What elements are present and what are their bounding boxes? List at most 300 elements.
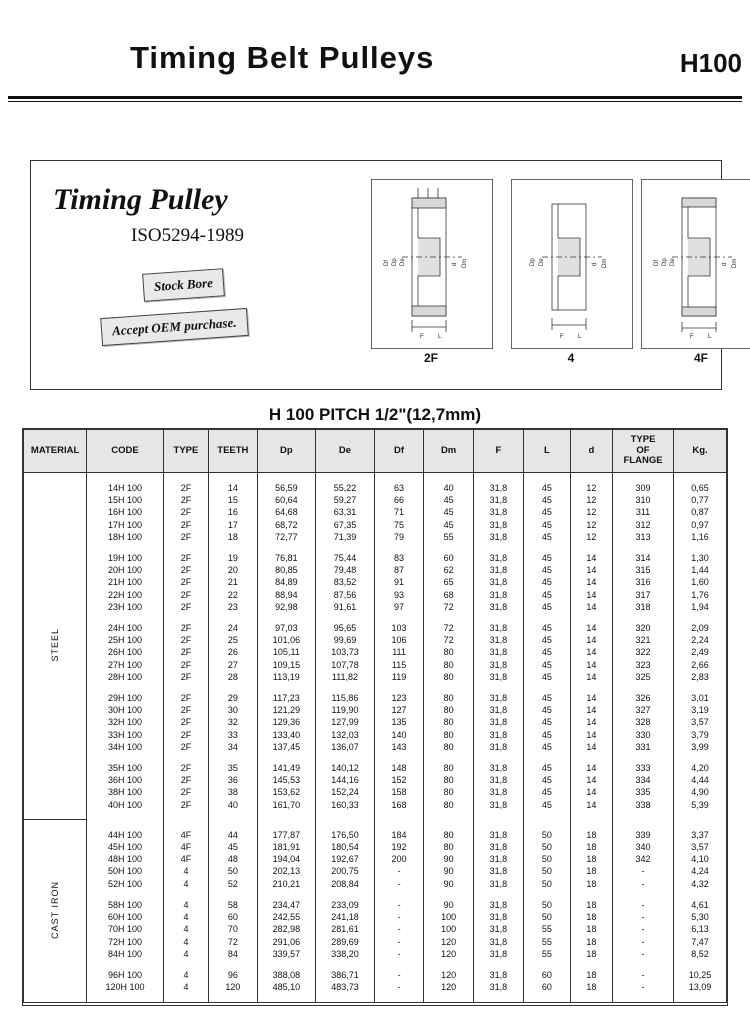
cell-code: 24H 100 bbox=[87, 622, 164, 634]
cell-flange-type: - bbox=[613, 969, 674, 981]
spec-table bbox=[23, 429, 727, 1003]
cell-empty bbox=[570, 753, 612, 762]
cell-f: 31,8 bbox=[473, 634, 523, 646]
cell-de: 99,69 bbox=[316, 634, 375, 646]
cell-dm: 120 bbox=[424, 936, 474, 948]
cell-l: 60 bbox=[524, 969, 571, 981]
cell-l: 45 bbox=[524, 716, 571, 728]
cell-type: 4 bbox=[163, 948, 208, 960]
col-header-dp: Dp bbox=[257, 430, 316, 473]
cell-type: 2F bbox=[163, 716, 208, 728]
cell-empty bbox=[570, 543, 612, 552]
cell-empty bbox=[473, 811, 523, 820]
table-row bbox=[24, 774, 727, 786]
table-spacer-row bbox=[24, 890, 727, 899]
cell-kg: 1,16 bbox=[674, 531, 727, 543]
cell-f: 31,8 bbox=[473, 564, 523, 576]
cell-d: 14 bbox=[570, 692, 612, 704]
svg-text:Dm: Dm bbox=[462, 258, 468, 268]
cell-de: 119,90 bbox=[316, 704, 375, 716]
cell-df: 63 bbox=[374, 482, 424, 494]
pulley-diagram-4 bbox=[511, 179, 633, 349]
cell-flange-type: 313 bbox=[613, 531, 674, 543]
material-cell bbox=[24, 473, 87, 820]
cell-d: 18 bbox=[570, 899, 612, 911]
cell-df: - bbox=[374, 969, 424, 981]
cell-type: 2F bbox=[163, 799, 208, 811]
cell-code: 70H 100 bbox=[87, 923, 164, 935]
cell-empty bbox=[424, 993, 474, 1003]
cell-teeth: 35 bbox=[209, 762, 257, 774]
cell-d: 14 bbox=[570, 622, 612, 634]
material-label: STEEL bbox=[49, 628, 60, 662]
table-row bbox=[24, 729, 727, 741]
cell-dm: 90 bbox=[424, 878, 474, 890]
cell-df: 71 bbox=[374, 506, 424, 518]
table-row bbox=[24, 646, 727, 658]
svg-text:d: d bbox=[592, 262, 598, 266]
cell-empty bbox=[87, 960, 164, 969]
cell-df: 168 bbox=[374, 799, 424, 811]
svg-text:Dp: Dp bbox=[392, 258, 398, 266]
table-row bbox=[24, 923, 727, 935]
cell-d: 18 bbox=[570, 841, 612, 853]
col-header-kg: Kg. bbox=[674, 430, 727, 473]
cell-code: 33H 100 bbox=[87, 729, 164, 741]
cell-code: 25H 100 bbox=[87, 634, 164, 646]
cell-df: 91 bbox=[374, 576, 424, 588]
cell-empty bbox=[424, 683, 474, 692]
cell-df: 148 bbox=[374, 762, 424, 774]
cell-empty bbox=[570, 960, 612, 969]
cell-flange-type: 339 bbox=[613, 829, 674, 841]
cell-dm: 120 bbox=[424, 948, 474, 960]
cell-teeth: 20 bbox=[209, 564, 257, 576]
cell-type: 2F bbox=[163, 786, 208, 798]
cell-dm: 80 bbox=[424, 716, 474, 728]
cell-df: - bbox=[374, 923, 424, 935]
table-row bbox=[24, 853, 727, 865]
cell-empty bbox=[316, 811, 375, 820]
header-row bbox=[24, 430, 727, 473]
cell-df: - bbox=[374, 948, 424, 960]
cell-code: 96H 100 bbox=[87, 969, 164, 981]
cell-f: 31,8 bbox=[473, 981, 523, 993]
cell-dp: 84,89 bbox=[257, 576, 316, 588]
cell-df: 123 bbox=[374, 692, 424, 704]
cell-empty bbox=[424, 820, 474, 829]
cell-f: 31,8 bbox=[473, 716, 523, 728]
cell-flange-type: 342 bbox=[613, 853, 674, 865]
cell-de: 180,54 bbox=[316, 841, 375, 853]
cell-l: 50 bbox=[524, 878, 571, 890]
cell-empty bbox=[163, 820, 208, 829]
cell-code: 22H 100 bbox=[87, 589, 164, 601]
cell-df: 184 bbox=[374, 829, 424, 841]
cell-kg: 4,10 bbox=[674, 853, 727, 865]
col-header-type: TYPE bbox=[163, 430, 208, 473]
cell-dm: 60 bbox=[424, 552, 474, 564]
cell-type: 2F bbox=[163, 494, 208, 506]
cell-code: 26H 100 bbox=[87, 646, 164, 658]
cell-empty bbox=[316, 473, 375, 483]
cell-empty bbox=[209, 811, 257, 820]
cell-empty bbox=[163, 753, 208, 762]
cell-empty bbox=[316, 890, 375, 899]
cell-dp: 56,59 bbox=[257, 482, 316, 494]
cell-empty bbox=[316, 683, 375, 692]
cell-teeth: 15 bbox=[209, 494, 257, 506]
cell-dm: 80 bbox=[424, 692, 474, 704]
cell-df: 79 bbox=[374, 531, 424, 543]
diagram-caption-4f: 4F bbox=[693, 351, 708, 365]
cell-kg: 8,52 bbox=[674, 948, 727, 960]
cell-empty bbox=[87, 890, 164, 899]
cell-empty bbox=[257, 473, 316, 483]
cell-l: 45 bbox=[524, 729, 571, 741]
cell-dp: 242,55 bbox=[257, 911, 316, 923]
cell-empty bbox=[374, 820, 424, 829]
svg-text:Dp: Dp bbox=[530, 258, 536, 266]
table-row bbox=[24, 762, 727, 774]
cell-d: 14 bbox=[570, 786, 612, 798]
cell-kg: 0,65 bbox=[674, 482, 727, 494]
cell-df: 66 bbox=[374, 494, 424, 506]
cell-type: 2F bbox=[163, 506, 208, 518]
col-header-de: De bbox=[316, 430, 375, 473]
cell-f: 31,8 bbox=[473, 865, 523, 877]
cell-dm: 80 bbox=[424, 741, 474, 753]
flange-header-line-2: OF bbox=[636, 444, 650, 456]
cell-df: 135 bbox=[374, 716, 424, 728]
cell-flange-type: 318 bbox=[613, 601, 674, 613]
cell-empty bbox=[674, 811, 727, 820]
cell-dp: 153,62 bbox=[257, 786, 316, 798]
svg-text:d: d bbox=[722, 262, 728, 266]
cell-f: 31,8 bbox=[473, 531, 523, 543]
cell-empty bbox=[163, 613, 208, 622]
cell-empty bbox=[424, 753, 474, 762]
hero-banner bbox=[30, 160, 738, 390]
cell-dp: 194,04 bbox=[257, 853, 316, 865]
col-header-l: L bbox=[524, 430, 571, 473]
cell-f: 31,8 bbox=[473, 829, 523, 841]
cell-df: 152 bbox=[374, 774, 424, 786]
cell-dp: 339,57 bbox=[257, 948, 316, 960]
cell-df: - bbox=[374, 878, 424, 890]
cell-d: 18 bbox=[570, 853, 612, 865]
cell-empty bbox=[613, 683, 674, 692]
cell-d: 18 bbox=[570, 878, 612, 890]
cell-f: 31,8 bbox=[473, 552, 523, 564]
cell-df: 200 bbox=[374, 853, 424, 865]
cell-dp: 97,03 bbox=[257, 622, 316, 634]
cell-code: 72H 100 bbox=[87, 936, 164, 948]
cell-flange-type: 321 bbox=[613, 634, 674, 646]
cell-empty bbox=[524, 753, 571, 762]
cell-d: 12 bbox=[570, 531, 612, 543]
cell-flange-type: 320 bbox=[613, 622, 674, 634]
cell-teeth: 22 bbox=[209, 589, 257, 601]
cell-flange-type: - bbox=[613, 948, 674, 960]
cell-teeth: 18 bbox=[209, 531, 257, 543]
cell-kg: 6,13 bbox=[674, 923, 727, 935]
cell-d: 18 bbox=[570, 948, 612, 960]
cell-f: 31,8 bbox=[473, 786, 523, 798]
cell-flange-type: - bbox=[613, 865, 674, 877]
cell-df: 127 bbox=[374, 704, 424, 716]
cell-type: 4 bbox=[163, 969, 208, 981]
stock-bore-tag: Stock Bore bbox=[142, 268, 225, 302]
cell-empty bbox=[87, 820, 164, 829]
cell-teeth: 33 bbox=[209, 729, 257, 741]
cell-d: 14 bbox=[570, 564, 612, 576]
cell-flange-type: - bbox=[613, 911, 674, 923]
cell-empty bbox=[163, 811, 208, 820]
col-header-code: CODE bbox=[87, 430, 164, 473]
cell-code: 35H 100 bbox=[87, 762, 164, 774]
svg-text:L: L bbox=[578, 334, 582, 340]
cell-type: 4F bbox=[163, 841, 208, 853]
cell-code: 36H 100 bbox=[87, 774, 164, 786]
cell-f: 31,8 bbox=[473, 482, 523, 494]
table-row bbox=[24, 634, 727, 646]
cell-d: 14 bbox=[570, 729, 612, 741]
cell-type: 2F bbox=[163, 704, 208, 716]
cell-empty bbox=[209, 683, 257, 692]
cell-teeth: 25 bbox=[209, 634, 257, 646]
cell-empty bbox=[374, 753, 424, 762]
cell-dp: 64,68 bbox=[257, 506, 316, 518]
cell-empty bbox=[163, 993, 208, 1003]
cell-empty bbox=[674, 960, 727, 969]
header-divider bbox=[8, 96, 742, 99]
cell-d: 14 bbox=[570, 671, 612, 683]
cell-empty bbox=[524, 683, 571, 692]
cell-empty bbox=[473, 820, 523, 829]
cell-type: 4 bbox=[163, 936, 208, 948]
cell-l: 50 bbox=[524, 911, 571, 923]
cell-f: 31,8 bbox=[473, 878, 523, 890]
cell-dm: 120 bbox=[424, 969, 474, 981]
cell-dm: 80 bbox=[424, 799, 474, 811]
cell-empty bbox=[163, 543, 208, 552]
cell-code: 19H 100 bbox=[87, 552, 164, 564]
cell-empty bbox=[209, 473, 257, 483]
spec-table-container bbox=[22, 428, 728, 1006]
cell-empty bbox=[473, 473, 523, 483]
cell-l: 45 bbox=[524, 692, 571, 704]
cell-type: 4F bbox=[163, 853, 208, 865]
cell-dp: 60,64 bbox=[257, 494, 316, 506]
cell-d: 14 bbox=[570, 634, 612, 646]
cell-empty bbox=[674, 683, 727, 692]
cell-dp: 177,87 bbox=[257, 829, 316, 841]
cell-dp: 76,81 bbox=[257, 552, 316, 564]
cell-l: 50 bbox=[524, 865, 571, 877]
cell-kg: 4,32 bbox=[674, 878, 727, 890]
cell-d: 14 bbox=[570, 741, 612, 753]
cell-f: 31,8 bbox=[473, 741, 523, 753]
cell-kg: 0,77 bbox=[674, 494, 727, 506]
cell-l: 45 bbox=[524, 564, 571, 576]
cell-empty bbox=[374, 890, 424, 899]
cell-teeth: 28 bbox=[209, 671, 257, 683]
cell-empty bbox=[613, 811, 674, 820]
cell-empty bbox=[374, 683, 424, 692]
cell-dm: 72 bbox=[424, 622, 474, 634]
cell-kg: 4,24 bbox=[674, 865, 727, 877]
cell-d: 14 bbox=[570, 799, 612, 811]
cell-dm: 55 bbox=[424, 531, 474, 543]
cell-flange-type: 316 bbox=[613, 576, 674, 588]
cell-kg: 13,09 bbox=[674, 981, 727, 993]
cell-kg: 3,57 bbox=[674, 716, 727, 728]
cell-f: 31,8 bbox=[473, 899, 523, 911]
cell-empty bbox=[209, 543, 257, 552]
table-row bbox=[24, 576, 727, 588]
cell-de: 71,39 bbox=[316, 531, 375, 543]
table-row bbox=[24, 786, 727, 798]
cell-dm: 80 bbox=[424, 829, 474, 841]
cell-dp: 145,53 bbox=[257, 774, 316, 786]
table-row bbox=[24, 936, 727, 948]
cell-l: 45 bbox=[524, 531, 571, 543]
cell-f: 31,8 bbox=[473, 671, 523, 683]
cell-kg: 7,47 bbox=[674, 936, 727, 948]
cell-l: 45 bbox=[524, 799, 571, 811]
cell-de: 103,73 bbox=[316, 646, 375, 658]
cell-teeth: 44 bbox=[209, 829, 257, 841]
table-row bbox=[24, 911, 727, 923]
cell-empty bbox=[163, 890, 208, 899]
cell-teeth: 32 bbox=[209, 716, 257, 728]
cell-l: 45 bbox=[524, 519, 571, 531]
cell-empty bbox=[473, 753, 523, 762]
cell-kg: 3,57 bbox=[674, 841, 727, 853]
oem-purchase-tag: Accept OEM purchase. bbox=[100, 308, 248, 346]
cell-empty bbox=[374, 543, 424, 552]
cell-d: 14 bbox=[570, 659, 612, 671]
cell-code: 27H 100 bbox=[87, 659, 164, 671]
cell-d: 18 bbox=[570, 911, 612, 923]
cell-flange-type: 315 bbox=[613, 564, 674, 576]
cell-empty bbox=[257, 683, 316, 692]
cell-kg: 3,37 bbox=[674, 829, 727, 841]
cell-flange-type: 314 bbox=[613, 552, 674, 564]
cell-f: 31,8 bbox=[473, 841, 523, 853]
cell-code: 17H 100 bbox=[87, 519, 164, 531]
cell-empty bbox=[473, 890, 523, 899]
table-row bbox=[24, 948, 727, 960]
cell-empty bbox=[316, 960, 375, 969]
diagram-caption-2f: 2F bbox=[423, 351, 438, 365]
cell-dp: 121,29 bbox=[257, 704, 316, 716]
cell-df: 158 bbox=[374, 786, 424, 798]
cell-f: 31,8 bbox=[473, 911, 523, 923]
cell-de: 200,75 bbox=[316, 865, 375, 877]
cell-dp: 137,45 bbox=[257, 741, 316, 753]
pulley-section-svg-2f bbox=[372, 180, 492, 348]
material-label: CAST IRON bbox=[49, 881, 60, 940]
cell-teeth: 29 bbox=[209, 692, 257, 704]
cell-l: 45 bbox=[524, 634, 571, 646]
table-row bbox=[24, 506, 727, 518]
cell-empty bbox=[613, 753, 674, 762]
table-row bbox=[24, 659, 727, 671]
cell-empty bbox=[163, 473, 208, 483]
cell-dp: 117,23 bbox=[257, 692, 316, 704]
cell-type: 4 bbox=[163, 923, 208, 935]
col-header-d: d bbox=[570, 430, 612, 473]
table-row bbox=[24, 692, 727, 704]
cell-kg: 4,44 bbox=[674, 774, 727, 786]
cell-df: 115 bbox=[374, 659, 424, 671]
cell-df: 87 bbox=[374, 564, 424, 576]
cell-de: 111,82 bbox=[316, 671, 375, 683]
cell-teeth: 84 bbox=[209, 948, 257, 960]
cell-kg: 3,79 bbox=[674, 729, 727, 741]
cell-empty bbox=[257, 890, 316, 899]
cell-de: 87,56 bbox=[316, 589, 375, 601]
cell-l: 45 bbox=[524, 704, 571, 716]
cell-dm: 80 bbox=[424, 659, 474, 671]
cell-empty bbox=[257, 993, 316, 1003]
cell-code: 50H 100 bbox=[87, 865, 164, 877]
cell-empty bbox=[524, 543, 571, 552]
table-row bbox=[24, 981, 727, 993]
cell-dp: 210,21 bbox=[257, 878, 316, 890]
cell-flange-type: 322 bbox=[613, 646, 674, 658]
cell-f: 31,8 bbox=[473, 948, 523, 960]
cell-dp: 133,40 bbox=[257, 729, 316, 741]
cell-flange-type: 310 bbox=[613, 494, 674, 506]
cell-f: 31,8 bbox=[473, 646, 523, 658]
cell-de: 192,67 bbox=[316, 853, 375, 865]
cell-flange-type: 335 bbox=[613, 786, 674, 798]
cell-kg: 10,25 bbox=[674, 969, 727, 981]
cell-f: 31,8 bbox=[473, 936, 523, 948]
cell-empty bbox=[570, 890, 612, 899]
cell-teeth: 72 bbox=[209, 936, 257, 948]
cell-flange-type: 330 bbox=[613, 729, 674, 741]
cell-empty bbox=[316, 753, 375, 762]
cell-empty bbox=[613, 473, 674, 483]
cell-empty bbox=[674, 820, 727, 829]
cell-df: 93 bbox=[374, 589, 424, 601]
cell-teeth: 30 bbox=[209, 704, 257, 716]
table-spacer-row bbox=[24, 683, 727, 692]
cell-dp: 72,77 bbox=[257, 531, 316, 543]
cell-empty bbox=[209, 960, 257, 969]
cell-empty bbox=[424, 811, 474, 820]
table-row bbox=[24, 899, 727, 911]
cell-empty bbox=[257, 820, 316, 829]
cell-de: 289,69 bbox=[316, 936, 375, 948]
cell-teeth: 34 bbox=[209, 741, 257, 753]
col-header-flange-type bbox=[613, 430, 674, 473]
cell-dm: 45 bbox=[424, 506, 474, 518]
cell-dm: 80 bbox=[424, 774, 474, 786]
cell-l: 55 bbox=[524, 936, 571, 948]
cell-empty bbox=[87, 473, 164, 483]
cell-df: 83 bbox=[374, 552, 424, 564]
svg-text:De: De bbox=[539, 258, 545, 266]
cell-kg: 2,49 bbox=[674, 646, 727, 658]
table-row bbox=[24, 716, 727, 728]
cell-type: 2F bbox=[163, 564, 208, 576]
cell-empty bbox=[674, 890, 727, 899]
